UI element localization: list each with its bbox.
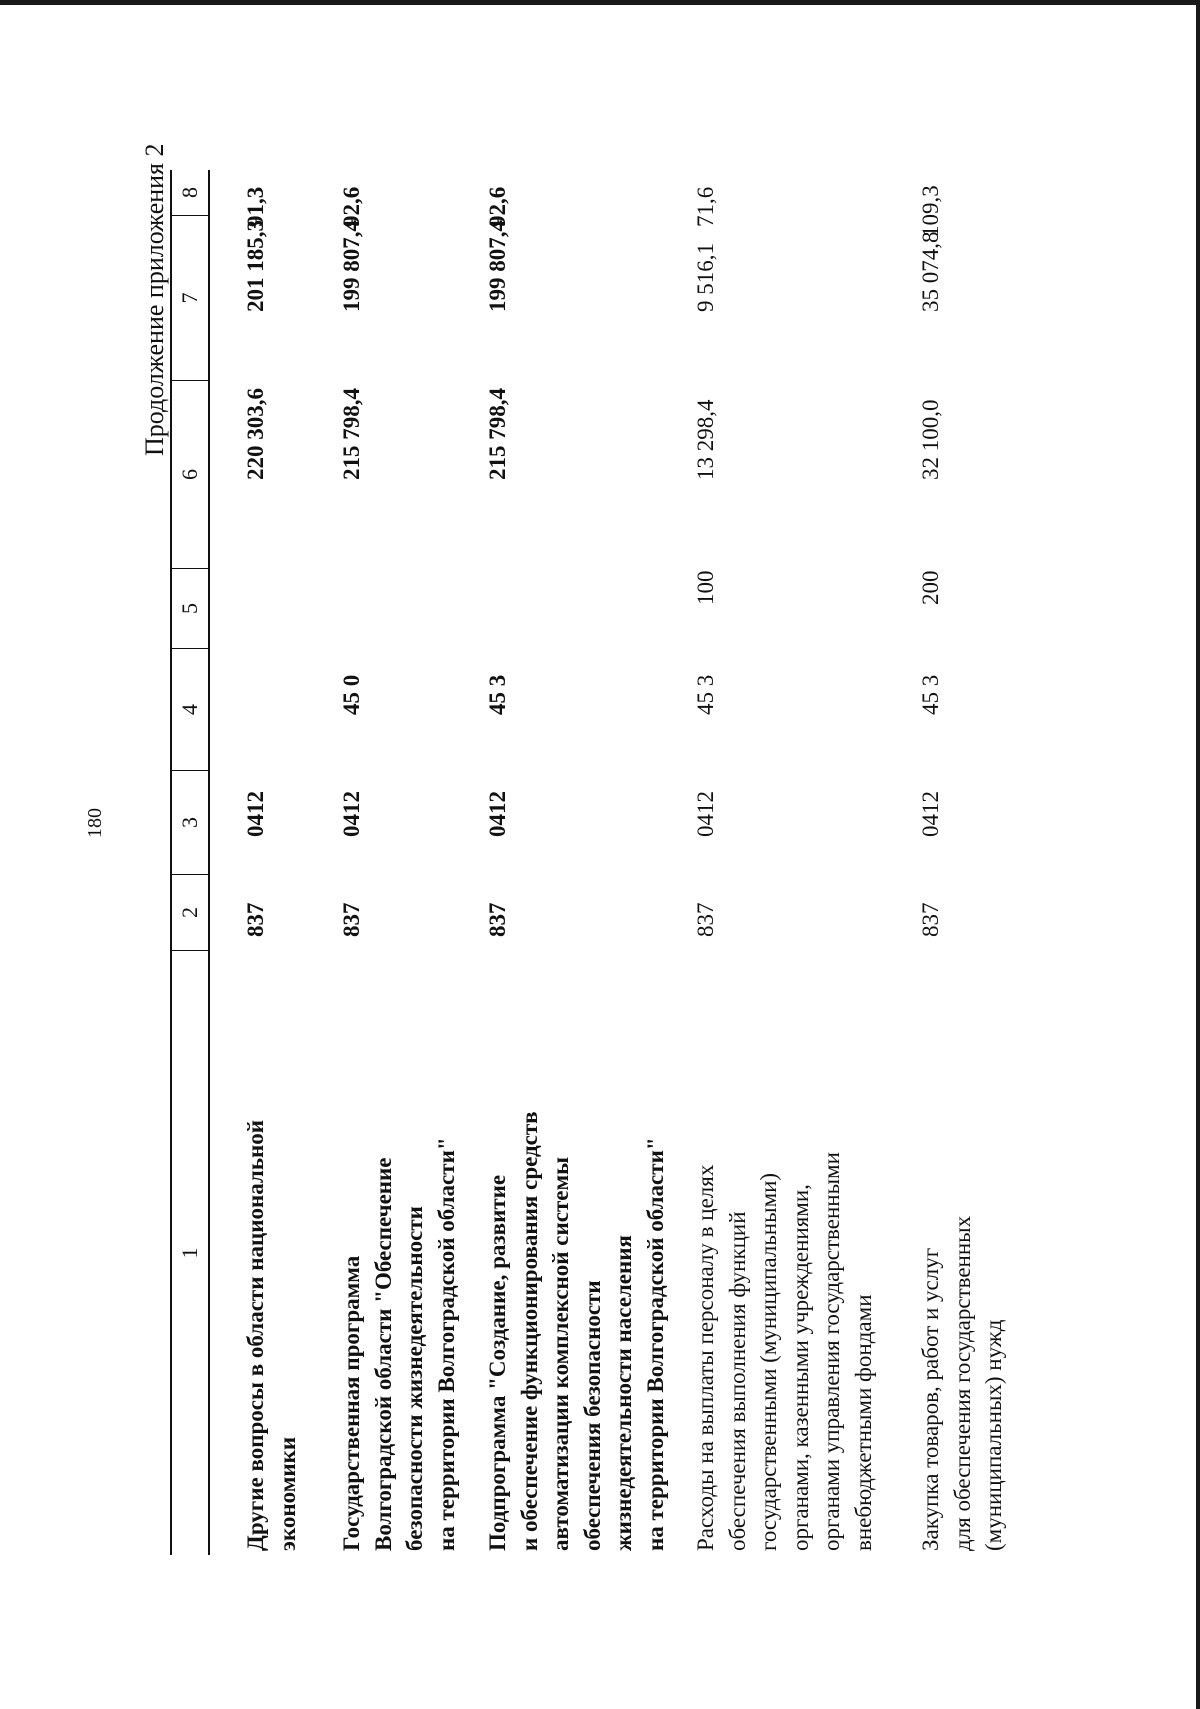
row-name [482,951,671,1551]
cell-ministry: 837 [339,902,364,937]
row-name-line: безопасности жизнедеятельности [402,1206,427,1551]
row-name-line: Государственная программа [339,1255,364,1551]
header-col-4: 4 [172,648,208,770]
row-name-line: обеспечения выполнения функций [724,1211,750,1551]
cell-approved: 215 798,4 [339,388,364,480]
row-name-line: и обеспечение функционирования средств [516,1111,542,1551]
cell-target: 45 3 [485,674,510,715]
row-name [915,951,1010,1551]
scan-edge-right [1196,0,1200,1709]
row-name-line: Расходы на выплаты персоналу в целях [693,1164,718,1551]
cell-section: 0412 [693,791,718,837]
row-name-line: государственными (муниципальными) [756,1172,781,1551]
row-name [336,951,462,1551]
row-name-line: Подпрограмма "Создание, развитие [485,1174,510,1551]
header-col-2: 2 [172,874,208,950]
cell-section: 0412 [243,791,268,837]
cell-executed: 201 185,3 [243,220,268,312]
header-col-7: 7 [172,215,208,380]
cell-expense-type: 200 [918,570,943,605]
cell-executed: 9 516,1 [693,243,718,312]
row-name-line: автоматизации комплексной системы [548,1156,573,1551]
scan-edge-top [0,0,1200,5]
cell-expense-type: 100 [693,570,718,605]
row-name-line: Закупка товаров, работ и услуг [918,1247,943,1551]
cell-section: 0412 [339,791,364,837]
header-col-6: 6 [172,380,208,568]
cell-approved: 32 100,0 [918,399,943,480]
header-col-3: 3 [172,770,208,874]
cell-executed: 35 074,8 [918,231,943,312]
row-name-line: органами, казенными учреждениями, [787,1184,813,1551]
cell-section: 0412 [918,791,943,837]
row-name-line: на территории Волгоградской области" [642,1137,668,1551]
appendix-caption: Продолжение приложения 2 [140,143,169,456]
row-name-line: (муниципальных) нужд [981,1319,1006,1551]
cell-percent: 91,3 [243,186,268,227]
budget-table [170,170,1065,1555]
page-number: 180 [84,808,106,838]
cell-target: 45 3 [693,674,718,715]
cell-percent: 92,6 [485,186,510,227]
row-name-line: обеспечения безопасности [579,1280,605,1551]
cell-ministry: 837 [693,902,718,937]
cell-approved: 215 798,4 [485,388,510,480]
row-name-line: экономики [274,1436,300,1551]
row-name [240,951,303,1551]
cell-ministry: 837 [243,902,268,937]
row-name-line: на территории Волгоградской области" [433,1137,459,1551]
row-name-line: для обеспечения государственных [949,1215,975,1551]
cell-target: 45 3 [918,674,943,715]
table-header-row [170,170,210,1555]
cell-ministry: 837 [485,902,510,937]
cell-target: 45 0 [339,674,364,715]
cell-approved: 13 298,4 [693,399,718,480]
row-name-line: Другие вопросы в области национальной [243,1120,268,1551]
cell-percent: 92,6 [339,186,364,227]
cell-percent: 109,3 [918,185,943,237]
header-col-8: 8 [177,187,202,198]
header-col-1: 1 [172,950,208,1555]
row-name [690,951,879,1551]
row-name-line: внебюджетными фондами [850,1294,876,1551]
row-name-line: Волгоградской области "Обеспечение [370,1157,396,1551]
cell-executed: 199 807,4 [485,220,510,312]
cell-executed: 199 807,4 [339,220,364,312]
row-name-line: органами управления государственными [819,1152,844,1551]
cell-ministry: 837 [918,902,943,937]
cell-section: 0412 [485,791,510,837]
cell-approved: 220 303,6 [243,388,268,480]
header-col-5: 5 [172,568,208,648]
cell-percent: 71,6 [693,186,718,227]
row-name-line: жизнедеятельности населения [611,1235,636,1551]
